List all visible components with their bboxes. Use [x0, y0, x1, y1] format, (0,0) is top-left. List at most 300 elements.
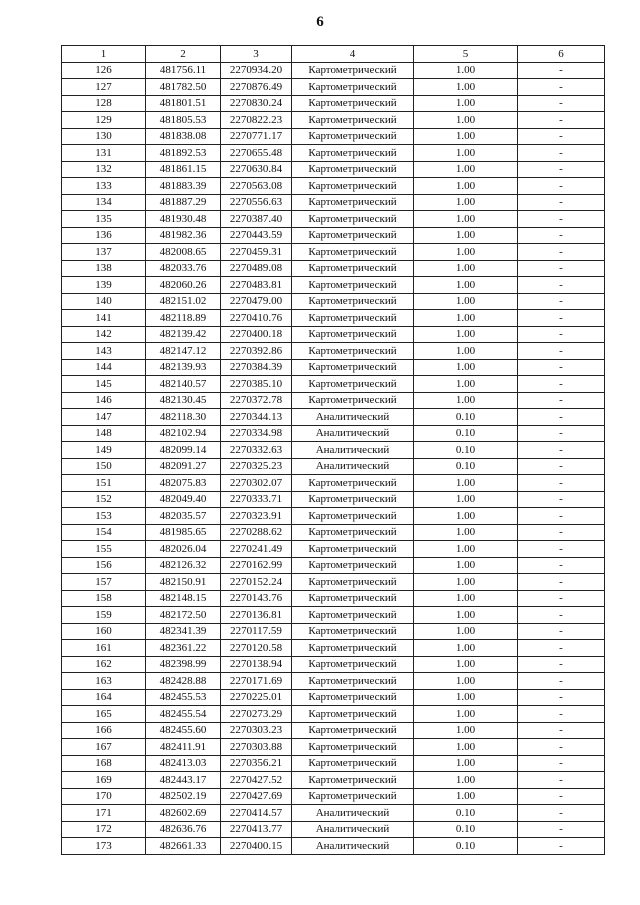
accuracy-cell: 1.00: [414, 722, 518, 739]
y-coordinate-cell: 2270427.52: [221, 772, 292, 789]
page-number: 6: [316, 14, 324, 30]
y-coordinate-cell: 2270241.49: [221, 541, 292, 558]
table-row: [62, 458, 605, 475]
note-cell: -: [518, 79, 605, 96]
y-coordinate-cell: 2270143.76: [221, 590, 292, 607]
point-number-cell: 170: [62, 788, 146, 805]
table-row: [62, 607, 605, 624]
method-cell: Картометрический: [292, 557, 414, 574]
point-number-cell: 162: [62, 656, 146, 673]
method-cell: Картометрический: [292, 623, 414, 640]
y-coordinate-cell: 2270876.49: [221, 79, 292, 96]
method-cell: Картометрический: [292, 178, 414, 195]
point-number-cell: 131: [62, 145, 146, 162]
y-coordinate-cell: 2270414.57: [221, 805, 292, 822]
accuracy-cell: 1.00: [414, 788, 518, 805]
y-coordinate-cell: 2270771.17: [221, 128, 292, 145]
x-coordinate-cell: 482411.91: [146, 739, 221, 756]
method-cell: Картометрический: [292, 722, 414, 739]
y-coordinate-cell: 2270556.63: [221, 194, 292, 211]
note-cell: -: [518, 673, 605, 690]
table-row: [62, 772, 605, 789]
point-number-cell: 160: [62, 623, 146, 640]
x-coordinate-cell: 482033.76: [146, 260, 221, 277]
note-cell: -: [518, 475, 605, 492]
method-cell: Аналитический: [292, 805, 414, 822]
table-row: [62, 689, 605, 706]
method-cell: Аналитический: [292, 442, 414, 459]
method-cell: Картометрический: [292, 310, 414, 327]
y-coordinate-cell: 2270325.23: [221, 458, 292, 475]
y-coordinate-cell: 2270344.13: [221, 409, 292, 426]
y-coordinate-cell: 2270288.62: [221, 524, 292, 541]
x-coordinate-cell: 482102.94: [146, 425, 221, 442]
x-coordinate-cell: 481838.08: [146, 128, 221, 145]
note-cell: -: [518, 211, 605, 228]
point-number-cell: 167: [62, 739, 146, 756]
y-coordinate-cell: 2270136.81: [221, 607, 292, 624]
point-number-cell: 163: [62, 673, 146, 690]
point-number-cell: 164: [62, 689, 146, 706]
method-cell: Картометрический: [292, 755, 414, 772]
x-coordinate-cell: 482091.27: [146, 458, 221, 475]
table-row: [62, 260, 605, 277]
table-row: [62, 656, 605, 673]
method-cell: Картометрический: [292, 524, 414, 541]
accuracy-cell: 1.00: [414, 161, 518, 178]
point-number-cell: 142: [62, 326, 146, 343]
note-cell: -: [518, 145, 605, 162]
point-number-cell: 143: [62, 343, 146, 360]
table-row: [62, 722, 605, 739]
x-coordinate-cell: 481892.53: [146, 145, 221, 162]
method-cell: Картометрический: [292, 689, 414, 706]
accuracy-cell: 0.10: [414, 838, 518, 855]
method-cell: Картометрический: [292, 673, 414, 690]
y-coordinate-cell: 2270655.48: [221, 145, 292, 162]
point-number-cell: 161: [62, 640, 146, 657]
method-cell: Картометрический: [292, 260, 414, 277]
point-number-cell: 130: [62, 128, 146, 145]
note-cell: -: [518, 574, 605, 591]
x-coordinate-cell: 482035.57: [146, 508, 221, 525]
table-row: [62, 128, 605, 145]
accuracy-cell: 1.00: [414, 211, 518, 228]
y-coordinate-cell: 2270303.23: [221, 722, 292, 739]
point-number-cell: 149: [62, 442, 146, 459]
accuracy-cell: 1.00: [414, 376, 518, 393]
method-cell: Картометрический: [292, 343, 414, 360]
table-row: [62, 425, 605, 442]
method-cell: Аналитический: [292, 838, 414, 855]
note-cell: -: [518, 293, 605, 310]
accuracy-cell: 1.00: [414, 62, 518, 79]
point-number-cell: 144: [62, 359, 146, 376]
point-number-cell: 138: [62, 260, 146, 277]
note-cell: -: [518, 95, 605, 112]
table-row: [62, 95, 605, 112]
point-number-cell: 137: [62, 244, 146, 261]
table-row: [62, 508, 605, 525]
method-cell: Картометрический: [292, 62, 414, 79]
accuracy-cell: 1.00: [414, 524, 518, 541]
point-number-cell: 129: [62, 112, 146, 129]
x-coordinate-cell: 482049.40: [146, 491, 221, 508]
note-cell: -: [518, 326, 605, 343]
table-row: [62, 788, 605, 805]
x-coordinate-cell: 482398.99: [146, 656, 221, 673]
table-header-row: [62, 46, 605, 63]
x-coordinate-cell: 482455.54: [146, 706, 221, 723]
method-cell: Картометрический: [292, 574, 414, 591]
method-cell: Картометрический: [292, 656, 414, 673]
method-cell: Картометрический: [292, 95, 414, 112]
column-header: 1: [62, 46, 146, 63]
method-cell: Картометрический: [292, 706, 414, 723]
point-number-cell: 133: [62, 178, 146, 195]
note-cell: -: [518, 409, 605, 426]
note-cell: -: [518, 260, 605, 277]
accuracy-cell: 1.00: [414, 244, 518, 261]
y-coordinate-cell: 2270483.81: [221, 277, 292, 294]
note-cell: -: [518, 838, 605, 855]
table-row: [62, 178, 605, 195]
table-row: [62, 293, 605, 310]
table-row: [62, 491, 605, 508]
y-coordinate-cell: 2270334.98: [221, 425, 292, 442]
note-cell: -: [518, 343, 605, 360]
y-coordinate-cell: 2270384.39: [221, 359, 292, 376]
note-cell: -: [518, 244, 605, 261]
table-row: [62, 145, 605, 162]
accuracy-cell: 1.00: [414, 227, 518, 244]
x-coordinate-cell: 482118.89: [146, 310, 221, 327]
accuracy-cell: 1.00: [414, 95, 518, 112]
table-row: [62, 112, 605, 129]
note-cell: -: [518, 772, 605, 789]
note-cell: -: [518, 425, 605, 442]
note-cell: -: [518, 607, 605, 624]
point-number-cell: 151: [62, 475, 146, 492]
table-row: [62, 62, 605, 79]
method-cell: Аналитический: [292, 409, 414, 426]
note-cell: -: [518, 541, 605, 558]
y-coordinate-cell: 2270225.01: [221, 689, 292, 706]
table-body: [62, 62, 605, 854]
point-number-cell: 158: [62, 590, 146, 607]
point-number-cell: 136: [62, 227, 146, 244]
note-cell: -: [518, 739, 605, 756]
y-coordinate-cell: 2270162.99: [221, 557, 292, 574]
y-coordinate-cell: 2270372.78: [221, 392, 292, 409]
x-coordinate-cell: 482172.50: [146, 607, 221, 624]
point-number-cell: 134: [62, 194, 146, 211]
x-coordinate-cell: 482443.17: [146, 772, 221, 789]
table-row: [62, 244, 605, 261]
method-cell: Картометрический: [292, 79, 414, 96]
y-coordinate-cell: 2270400.15: [221, 838, 292, 855]
column-header: 4: [292, 46, 414, 63]
y-coordinate-cell: 2270427.69: [221, 788, 292, 805]
y-coordinate-cell: 2270563.08: [221, 178, 292, 195]
table-row: [62, 343, 605, 360]
note-cell: -: [518, 359, 605, 376]
table-row: [62, 557, 605, 574]
method-cell: Аналитический: [292, 425, 414, 442]
y-coordinate-cell: 2270120.58: [221, 640, 292, 657]
point-number-cell: 153: [62, 508, 146, 525]
point-number-cell: 128: [62, 95, 146, 112]
note-cell: -: [518, 112, 605, 129]
x-coordinate-cell: 481887.29: [146, 194, 221, 211]
x-coordinate-cell: 481756.11: [146, 62, 221, 79]
x-coordinate-cell: 482455.60: [146, 722, 221, 739]
accuracy-cell: 1.00: [414, 194, 518, 211]
x-coordinate-cell: 482150.91: [146, 574, 221, 591]
column-header: 5: [414, 46, 518, 63]
x-coordinate-cell: 482636.76: [146, 821, 221, 838]
table-row: [62, 277, 605, 294]
table-row: [62, 755, 605, 772]
note-cell: -: [518, 689, 605, 706]
table-row: [62, 326, 605, 343]
note-cell: -: [518, 557, 605, 574]
y-coordinate-cell: 2270392.86: [221, 343, 292, 360]
table-row: [62, 227, 605, 244]
y-coordinate-cell: 2270443.59: [221, 227, 292, 244]
column-header: 6: [518, 46, 605, 63]
table-row: [62, 739, 605, 756]
y-coordinate-cell: 2270830.24: [221, 95, 292, 112]
y-coordinate-cell: 2270356.21: [221, 755, 292, 772]
method-cell: Картометрический: [292, 788, 414, 805]
accuracy-cell: 1.00: [414, 310, 518, 327]
accuracy-cell: 1.00: [414, 590, 518, 607]
y-coordinate-cell: 2270934.20: [221, 62, 292, 79]
y-coordinate-cell: 2270479.00: [221, 293, 292, 310]
method-cell: Картометрический: [292, 392, 414, 409]
point-number-cell: 169: [62, 772, 146, 789]
table-row: [62, 310, 605, 327]
point-number-cell: 172: [62, 821, 146, 838]
accuracy-cell: 1.00: [414, 343, 518, 360]
y-coordinate-cell: 2270273.29: [221, 706, 292, 723]
point-number-cell: 132: [62, 161, 146, 178]
x-coordinate-cell: 482428.88: [146, 673, 221, 690]
note-cell: -: [518, 491, 605, 508]
accuracy-cell: 1.00: [414, 640, 518, 657]
accuracy-cell: 1.00: [414, 755, 518, 772]
x-coordinate-cell: 482151.02: [146, 293, 221, 310]
table-row: [62, 541, 605, 558]
table-row: [62, 442, 605, 459]
note-cell: -: [518, 508, 605, 525]
table-row: [62, 640, 605, 657]
method-cell: Картометрический: [292, 194, 414, 211]
accuracy-cell: 1.00: [414, 574, 518, 591]
point-number-cell: 173: [62, 838, 146, 855]
note-cell: -: [518, 623, 605, 640]
point-number-cell: 166: [62, 722, 146, 739]
method-cell: Картометрический: [292, 112, 414, 129]
method-cell: Картометрический: [292, 491, 414, 508]
table-row: [62, 623, 605, 640]
accuracy-cell: 1.00: [414, 607, 518, 624]
accuracy-cell: 0.10: [414, 805, 518, 822]
method-cell: Аналитический: [292, 458, 414, 475]
y-coordinate-cell: 2270385.10: [221, 376, 292, 393]
table-row: [62, 359, 605, 376]
note-cell: -: [518, 310, 605, 327]
x-coordinate-cell: 482118.30: [146, 409, 221, 426]
column-header: 2: [146, 46, 221, 63]
y-coordinate-cell: 2270489.08: [221, 260, 292, 277]
method-cell: Картометрический: [292, 607, 414, 624]
accuracy-cell: 1.00: [414, 673, 518, 690]
method-cell: Картометрический: [292, 508, 414, 525]
note-cell: -: [518, 277, 605, 294]
accuracy-cell: 0.10: [414, 821, 518, 838]
point-number-cell: 135: [62, 211, 146, 228]
table-row: [62, 574, 605, 591]
note-cell: -: [518, 640, 605, 657]
method-cell: Картометрический: [292, 475, 414, 492]
point-number-cell: 147: [62, 409, 146, 426]
accuracy-cell: 1.00: [414, 112, 518, 129]
accuracy-cell: 1.00: [414, 326, 518, 343]
method-cell: Аналитический: [292, 821, 414, 838]
x-coordinate-cell: 482455.53: [146, 689, 221, 706]
accuracy-cell: 1.00: [414, 359, 518, 376]
accuracy-cell: 1.00: [414, 706, 518, 723]
y-coordinate-cell: 2270459.31: [221, 244, 292, 261]
note-cell: -: [518, 755, 605, 772]
accuracy-cell: 1.00: [414, 128, 518, 145]
point-number-cell: 156: [62, 557, 146, 574]
y-coordinate-cell: 2270822.23: [221, 112, 292, 129]
y-coordinate-cell: 2270333.71: [221, 491, 292, 508]
point-number-cell: 171: [62, 805, 146, 822]
method-cell: Картометрический: [292, 640, 414, 657]
method-cell: Картометрический: [292, 590, 414, 607]
note-cell: -: [518, 161, 605, 178]
note-cell: -: [518, 392, 605, 409]
x-coordinate-cell: 482099.14: [146, 442, 221, 459]
table-row: [62, 838, 605, 855]
y-coordinate-cell: 2270323.91: [221, 508, 292, 525]
y-coordinate-cell: 2270387.40: [221, 211, 292, 228]
accuracy-cell: 1.00: [414, 293, 518, 310]
accuracy-cell: 1.00: [414, 178, 518, 195]
x-coordinate-cell: 482139.42: [146, 326, 221, 343]
note-cell: -: [518, 194, 605, 211]
x-coordinate-cell: 482148.15: [146, 590, 221, 607]
accuracy-cell: 1.00: [414, 145, 518, 162]
accuracy-cell: 1.00: [414, 772, 518, 789]
table-row: [62, 524, 605, 541]
method-cell: Картометрический: [292, 541, 414, 558]
accuracy-cell: 1.00: [414, 277, 518, 294]
point-number-cell: 165: [62, 706, 146, 723]
accuracy-cell: 0.10: [414, 458, 518, 475]
table-row: [62, 79, 605, 96]
accuracy-cell: 0.10: [414, 442, 518, 459]
column-header: 3: [221, 46, 292, 63]
note-cell: -: [518, 524, 605, 541]
method-cell: Картометрический: [292, 277, 414, 294]
accuracy-cell: 1.00: [414, 260, 518, 277]
note-cell: -: [518, 376, 605, 393]
table-row: [62, 392, 605, 409]
method-cell: Картометрический: [292, 772, 414, 789]
y-coordinate-cell: 2270171.69: [221, 673, 292, 690]
x-coordinate-cell: 481930.48: [146, 211, 221, 228]
note-cell: -: [518, 656, 605, 673]
note-cell: -: [518, 821, 605, 838]
note-cell: -: [518, 227, 605, 244]
y-coordinate-cell: 2270302.07: [221, 475, 292, 492]
table-row: [62, 211, 605, 228]
y-coordinate-cell: 2270400.18: [221, 326, 292, 343]
accuracy-cell: 0.10: [414, 425, 518, 442]
point-number-cell: 152: [62, 491, 146, 508]
x-coordinate-cell: 482502.19: [146, 788, 221, 805]
x-coordinate-cell: 481982.36: [146, 227, 221, 244]
table-row: [62, 590, 605, 607]
point-number-cell: 168: [62, 755, 146, 772]
x-coordinate-cell: 482026.04: [146, 541, 221, 558]
method-cell: Картометрический: [292, 145, 414, 162]
note-cell: -: [518, 788, 605, 805]
table-row: [62, 706, 605, 723]
method-cell: Картометрический: [292, 161, 414, 178]
point-number-cell: 145: [62, 376, 146, 393]
method-cell: Картометрический: [292, 326, 414, 343]
point-number-cell: 150: [62, 458, 146, 475]
point-number-cell: 141: [62, 310, 146, 327]
accuracy-cell: 1.00: [414, 541, 518, 558]
method-cell: Картометрический: [292, 227, 414, 244]
note-cell: -: [518, 62, 605, 79]
y-coordinate-cell: 2270152.24: [221, 574, 292, 591]
x-coordinate-cell: 481985.65: [146, 524, 221, 541]
table-row: [62, 673, 605, 690]
x-coordinate-cell: 482341.39: [146, 623, 221, 640]
table-row: [62, 161, 605, 178]
table-row: [62, 475, 605, 492]
y-coordinate-cell: 2270138.94: [221, 656, 292, 673]
method-cell: Картометрический: [292, 128, 414, 145]
x-coordinate-cell: 481861.15: [146, 161, 221, 178]
point-number-cell: 159: [62, 607, 146, 624]
table-row: [62, 409, 605, 426]
x-coordinate-cell: 482060.26: [146, 277, 221, 294]
x-coordinate-cell: 482413.03: [146, 755, 221, 772]
x-coordinate-cell: 482008.65: [146, 244, 221, 261]
x-coordinate-cell: 482126.32: [146, 557, 221, 574]
point-number-cell: 148: [62, 425, 146, 442]
method-cell: Картометрический: [292, 739, 414, 756]
point-number-cell: 126: [62, 62, 146, 79]
note-cell: -: [518, 706, 605, 723]
accuracy-cell: 1.00: [414, 557, 518, 574]
x-coordinate-cell: 482075.83: [146, 475, 221, 492]
method-cell: Картометрический: [292, 376, 414, 393]
accuracy-cell: 1.00: [414, 79, 518, 96]
note-cell: -: [518, 128, 605, 145]
accuracy-cell: 1.00: [414, 392, 518, 409]
table-row: [62, 376, 605, 393]
